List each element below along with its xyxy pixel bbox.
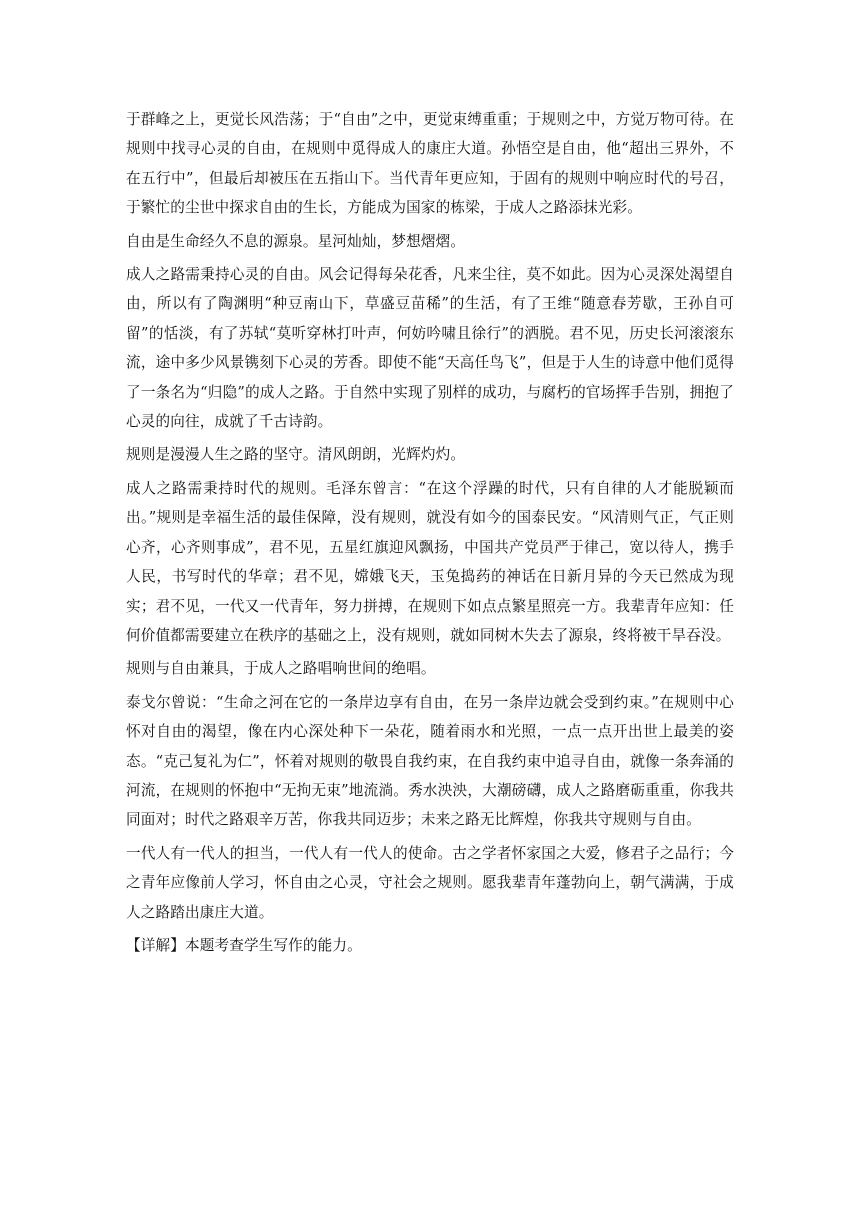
essay-paragraph-combined-topic: 规则与自由兼具，于成人之路唱响世间的绝唱。 [126,660,436,678]
essay-paragraph-combined-body: 泰戈尔曾说：“生命之河在它的一条岸边享有自由，在另一条岸边就会受到约束。”在规则中心怀对自由的渴望，像在内心深处种下一朵花，随着雨水和光照，一点一点开出世上最美的姿态。“克己复礼为仁”，怀着对规则的敬畏自我约束，在自我约束中追寻自由，就像一条奔涌的河流，在规则的怀抱中“无拘无束”地流淌。秀水泱泱，大潮磅礴，成人之路磨砺重重，你我共同面对；时代之路艰辛万苦，你我共同迈步；未来之路无比辉煌，你我共守规则与自由。 [126,693,734,829]
essay-paragraph-freedom-topic: 自由是生命经久不息的源泉。星河灿灿，梦想熠熠。 [126,232,466,250]
essay-paragraph-rules-topic: 规则是漫漫人生之路的坚守。清风朗朗，光辉灼灼。 [126,446,466,464]
explanation-paragraph: 【详解】本题考查学生写作的能力。 [126,936,362,954]
essay-paragraph-conclusion: 一代人有一代人的担当，一代人有一代人的使命。古之学者怀家国之大爱，修君子之品行；今之青年应像前人学习，怀自由之心灵，守社会之规则。愿我辈青年蓬勃向上，朝气满满，于成人之路踏出康庄大道。 [126,844,734,921]
document-body [126,105,734,964]
essay-paragraph-rules-body: 成人之路需秉持时代的规则。毛泽东曾言：“在这个浮躁的时代，只有自律的人才能脱颖而出。”规则是幸福生活的最佳保障，没有规则，就没有如今的国泰民安。“风清则气正，气正则心齐，心齐则事成”，君不见，五星红旗迎风飘扬，中国共产党员严于律己，宽以待人，携手人民，书写时代的华章；君不见，嫦娥飞天，玉兔捣药的神话在日新月异的今天已然成为现实；君不见，一代又一代青年，努力拼搏，在规则下如点点繁星照亮一方。我辈青年应知：任何价值都需要建立在秩序的基础之上，没有规则，就如同树木失去了源泉，终将被干旱吞没。 [126,479,734,644]
essay-paragraph-freedom-body: 成人之路需秉持心灵的自由。风会记得每朵花香，凡来尘往，莫不如此。因为心灵深处渴望自由，所以有了陶渊明“种豆南山下，草盛豆苗稀”的生活，有了王维“随意春芳歇，王孙自可留”的恬淡，有了苏轼“莫听穿林打叶声，何妨吟啸且徐行”的洒脱。君不见，历史长河滚滚东流，途中多少风景镌刻下心灵的芳香。即使不能“天高任鸟飞”，但是于人生的诗意中他们觅得了一条名为“归隐”的成人之路。于自然中实现了别样的成功，与腐朽的官场挥手告别，拥抱了心灵的向往，成就了千古诗韵。 [126,266,734,431]
essay-paragraph-intro: 于群峰之上，更觉长风浩荡；于“自由”之中，更觉束缚重重；于规则之中，方觉万物可待。在规则中找寻心灵的自由，在规则中觅得成人的康庄大道。孙悟空是自由，他“超出三界外，不在五行中”，但最后却被压在五指山下。当代青年更应知，于固有的规则中响应时代的号召，于繁忙的尘世中探求自由的生长，方能成为国家的栋梁，于成人之路添抹光彩。 [126,111,734,217]
